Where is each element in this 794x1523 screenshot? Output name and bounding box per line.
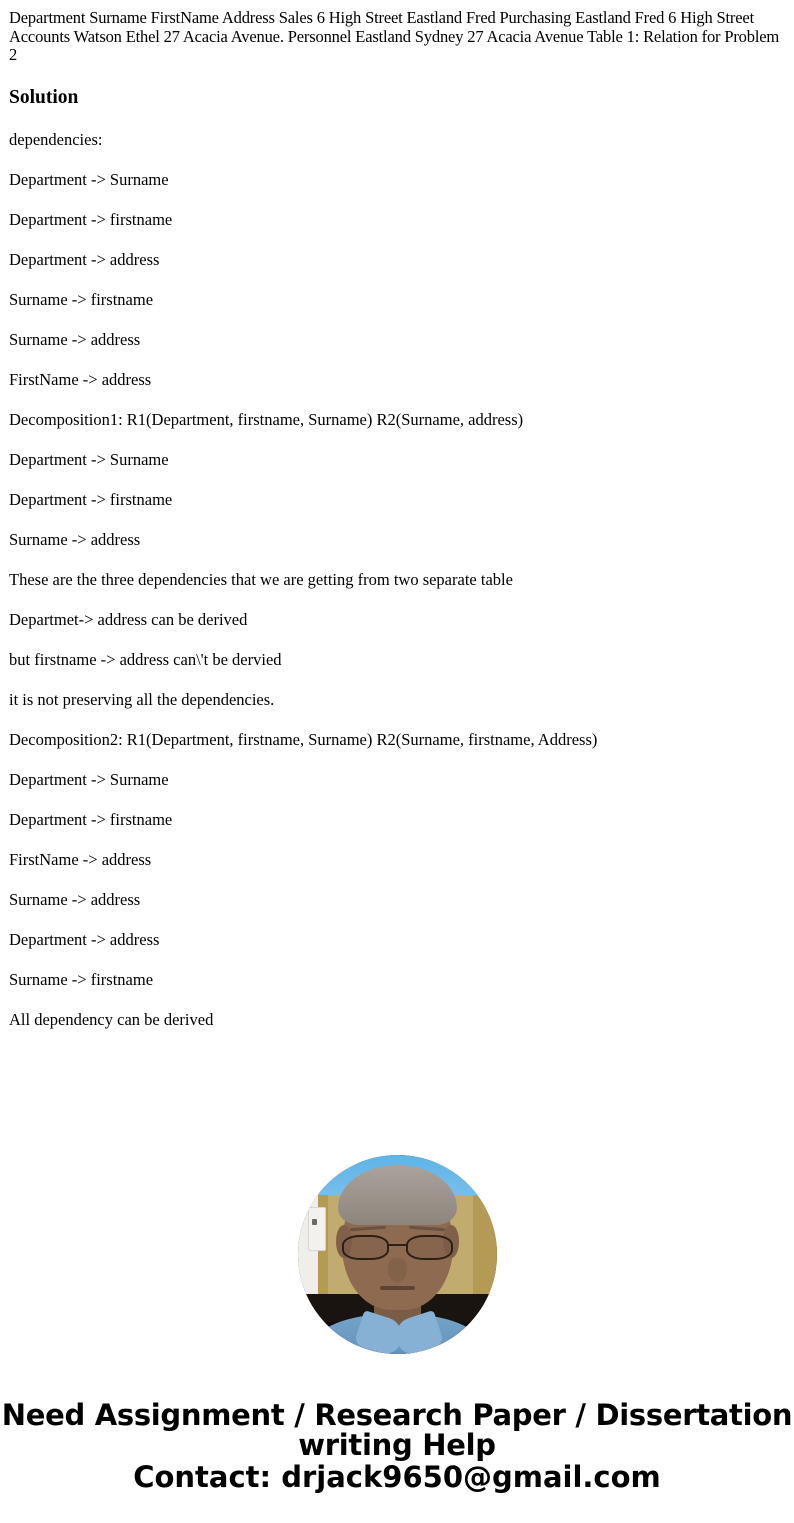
dependency-line: Surname -> firstname [9, 969, 154, 989]
decomposition2-line: Decomposition2: R1(Department, firstname, Surname) R2(Surname, firstname, Address) [9, 729, 598, 749]
dependency-line: dependencies: [9, 129, 103, 149]
avatar [298, 1155, 497, 1354]
intro-paragraph: Department Surname FirstName Address Sales 6 High Street Eastland Fred Purchasing Eastland Fred 6 High Street Accounts Watson Ethel 27 Acacia Avenue. Personnel Eastland Sydney 27 Acacia Avenue Table 1: Relation for Problem 2 [9, 8, 780, 64]
dependency-line: FirstName -> address [9, 849, 152, 869]
decomposition1-line: Decomposition1: R1(Department, firstname, Surname) R2(Surname, address) [9, 409, 524, 429]
dependency-line: Surname -> address [9, 329, 141, 349]
photo-glasses-bridge [389, 1244, 407, 1246]
dependency-line: Department -> Surname [9, 169, 169, 189]
cta-contact-email: Contact: drjack9650@gmail.com [133, 1460, 661, 1494]
dependency-line: Department -> firstname [9, 489, 173, 509]
cta-line-2: writing Help [298, 1428, 496, 1462]
dependency-line: FirstName -> address [9, 369, 152, 389]
photo-lens-left [342, 1235, 389, 1261]
explanation-line: These are the three dependencies that we are getting from two separate table [9, 569, 513, 589]
dependency-line: Department -> Surname [9, 449, 169, 469]
dependency-line: Department -> address [9, 929, 160, 949]
dependency-line: Department -> Surname [9, 769, 169, 789]
explanation-line: it is not preserving all the dependencies. [9, 689, 275, 709]
photo-lens-right [406, 1235, 453, 1261]
eyeglasses-icon [342, 1235, 453, 1261]
dependency-line: Surname -> address [9, 529, 141, 549]
explanation-line: Departmet-> address can be derived [9, 609, 248, 629]
dependency-line: Department -> address [9, 249, 160, 269]
explanation-line: but firstname -> address can\'t be dervied [9, 649, 282, 669]
photo-mouth [380, 1286, 416, 1290]
dependency-line: Surname -> firstname [9, 289, 154, 309]
dependency-line: Surname -> address [9, 889, 141, 909]
photo-light-switch [308, 1207, 326, 1251]
avatar-container [298, 1155, 497, 1354]
dependency-line: Department -> firstname [9, 809, 173, 829]
cta-line-1: Need Assignment / Research Paper / Dissertation [1, 1398, 793, 1432]
conclusion-line: All dependency can be derived [9, 1009, 214, 1029]
page-heading-solution: Solution [9, 86, 79, 108]
dependency-line: Department -> firstname [9, 209, 173, 229]
cta-block [0, 1400, 794, 1493]
